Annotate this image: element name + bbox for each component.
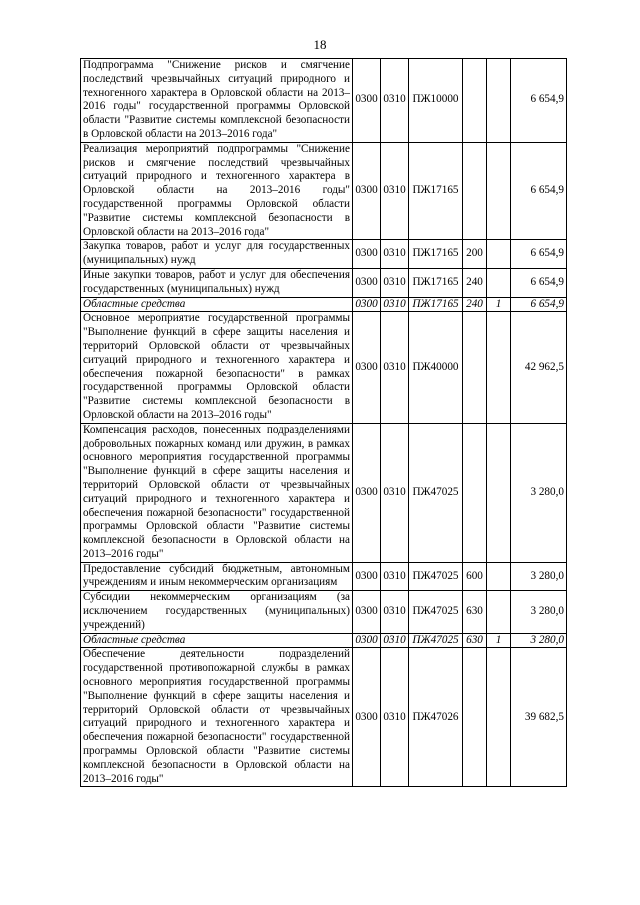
target-article-code: ПЖ40000	[409, 312, 463, 423]
amount: 42 962,5	[511, 312, 567, 423]
target-article-code: ПЖ17165	[409, 297, 463, 312]
target-article-code: ПЖ10000	[409, 59, 463, 143]
funding-source-code	[487, 312, 511, 423]
target-article-code: ПЖ47025	[409, 423, 463, 562]
target-article-code: ПЖ17165	[409, 240, 463, 269]
expense-type-code	[463, 59, 487, 143]
funding-source-code	[487, 142, 511, 240]
target-article-code: ПЖ47025	[409, 633, 463, 648]
row-description: Основное мероприятие государственной программы "Выполнение функций в сфере защиты населения и территорий Орловской области от чрезвычайных ситуаций природного и техногенного характера и обеспечения пожарной безопасности" в рамках государственной программы Орловской области "Развитие системы комплексной безопасности в Орловской области на 2013–2016 годы"	[81, 312, 353, 423]
expense-type-code: 200	[463, 240, 487, 269]
funding-source-code: 1	[487, 633, 511, 648]
target-article-code: ПЖ47025	[409, 591, 463, 633]
section-code: 0300	[353, 648, 381, 787]
section-code: 0300	[353, 562, 381, 591]
subsection-code: 0310	[381, 633, 409, 648]
amount: 6 654,9	[511, 142, 567, 240]
table-row	[81, 268, 567, 297]
section-code: 0300	[353, 297, 381, 312]
budget-table-body	[81, 59, 567, 787]
row-description: Подпрограмма "Снижение рисков и смягчение последствий чрезвычайных ситуаций природного и техногенного характера в Орловской области на 2013–2016 годы" государственной программы Орловской области "Развитие системы комплексной безопасности в Орловской области на 2013–2016 года"	[81, 59, 353, 143]
table-row	[81, 562, 567, 591]
expense-type-code	[463, 648, 487, 787]
section-code: 0300	[353, 633, 381, 648]
row-description: Закупка товаров, работ и услуг для государственных (муниципальных) нужд	[81, 240, 353, 269]
funding-source-code	[487, 562, 511, 591]
funding-source-code	[487, 423, 511, 562]
row-description: Реализация мероприятий подпрограммы "Снижение рисков и смягчение последствий чрезвычайных ситуаций природного и техногенного характера в Орловской области на 2013–2016 годы" государственной программы Орловской области "Развитие системы комплексной безопасности в Орловской области на 2013–2016 года"	[81, 142, 353, 240]
expense-type-code: 240	[463, 268, 487, 297]
section-code: 0300	[353, 268, 381, 297]
subsection-code: 0310	[381, 562, 409, 591]
page-number: 18	[313, 37, 327, 52]
amount: 3 280,0	[511, 633, 567, 648]
target-article-code: ПЖ17165	[409, 142, 463, 240]
row-description: Обеспечение деятельности подразделений государственной противопожарной службы в рамках основного мероприятия государственной программы "Выполнение функций в сфере защиты населения и территорий Орловской области от чрезвычайных ситуаций природного и техногенного характера и обеспечения пожарной безопасности" государственной программы Орловской области "Развитие системы комплексной безопасности в Орловской области на 2013–2016 годы"	[81, 648, 353, 787]
expense-type-code	[463, 312, 487, 423]
table-row	[81, 240, 567, 269]
amount: 3 280,0	[511, 591, 567, 633]
subsection-code: 0310	[381, 648, 409, 787]
section-code: 0300	[353, 312, 381, 423]
row-description: Предоставление субсидий бюджетным, автономным учреждениям и иным некоммерческим организациям	[81, 562, 353, 591]
funding-source-code: 1	[487, 297, 511, 312]
expense-type-code: 630	[463, 591, 487, 633]
row-description: Областные средства	[81, 633, 353, 648]
subsection-code: 0310	[381, 591, 409, 633]
subsection-code: 0310	[381, 297, 409, 312]
table-row	[81, 591, 567, 633]
amount: 6 654,9	[511, 297, 567, 312]
subsection-code: 0310	[381, 142, 409, 240]
subsection-code: 0310	[381, 268, 409, 297]
budget-table	[80, 58, 567, 787]
table-row	[81, 648, 567, 787]
expense-type-code: 600	[463, 562, 487, 591]
row-description: Субсидии некоммерческим организациям (за исключением государственных (муниципальных) учреждений)	[81, 591, 353, 633]
target-article-code: ПЖ17165	[409, 268, 463, 297]
subsection-code: 0310	[381, 312, 409, 423]
table-row	[81, 59, 567, 143]
amount: 39 682,5	[511, 648, 567, 787]
target-article-code: ПЖ47026	[409, 648, 463, 787]
expense-type-code	[463, 142, 487, 240]
row-description: Компенсация расходов, понесенных подразделениями добровольных пожарных команд или дружин, в рамках основного мероприятия государственной программы "Выполнение функций в сфере защиты населения и территорий Орловской области от чрезвычайных ситуаций природного и техногенного характера и обеспечения пожарной безопасности" государственной программы Орловской области "Развитие системы комплексной безопасности в Орловской области на 2013–2016 годы"	[81, 423, 353, 562]
funding-source-code	[487, 591, 511, 633]
expense-type-code	[463, 423, 487, 562]
funding-source-code	[487, 268, 511, 297]
expense-type-code: 240	[463, 297, 487, 312]
amount: 3 280,0	[511, 562, 567, 591]
target-article-code: ПЖ47025	[409, 562, 463, 591]
subsection-code: 0310	[381, 423, 409, 562]
table-row	[81, 297, 567, 312]
row-description: Областные средства	[81, 297, 353, 312]
amount: 6 654,9	[511, 268, 567, 297]
amount: 3 280,0	[511, 423, 567, 562]
subsection-code: 0310	[381, 240, 409, 269]
section-code: 0300	[353, 423, 381, 562]
section-code: 0300	[353, 59, 381, 143]
funding-source-code	[487, 240, 511, 269]
section-code: 0300	[353, 240, 381, 269]
table-row	[81, 142, 567, 240]
subsection-code: 0310	[381, 59, 409, 143]
row-description: Иные закупки товаров, работ и услуг для обеспечения государственных (муниципальных) нужд	[81, 268, 353, 297]
amount: 6 654,9	[511, 240, 567, 269]
expense-type-code: 630	[463, 633, 487, 648]
funding-source-code	[487, 648, 511, 787]
table-row	[81, 312, 567, 423]
table-row	[81, 633, 567, 648]
amount: 6 654,9	[511, 59, 567, 143]
section-code: 0300	[353, 591, 381, 633]
table-row	[81, 423, 567, 562]
section-code: 0300	[353, 142, 381, 240]
funding-source-code	[487, 59, 511, 143]
